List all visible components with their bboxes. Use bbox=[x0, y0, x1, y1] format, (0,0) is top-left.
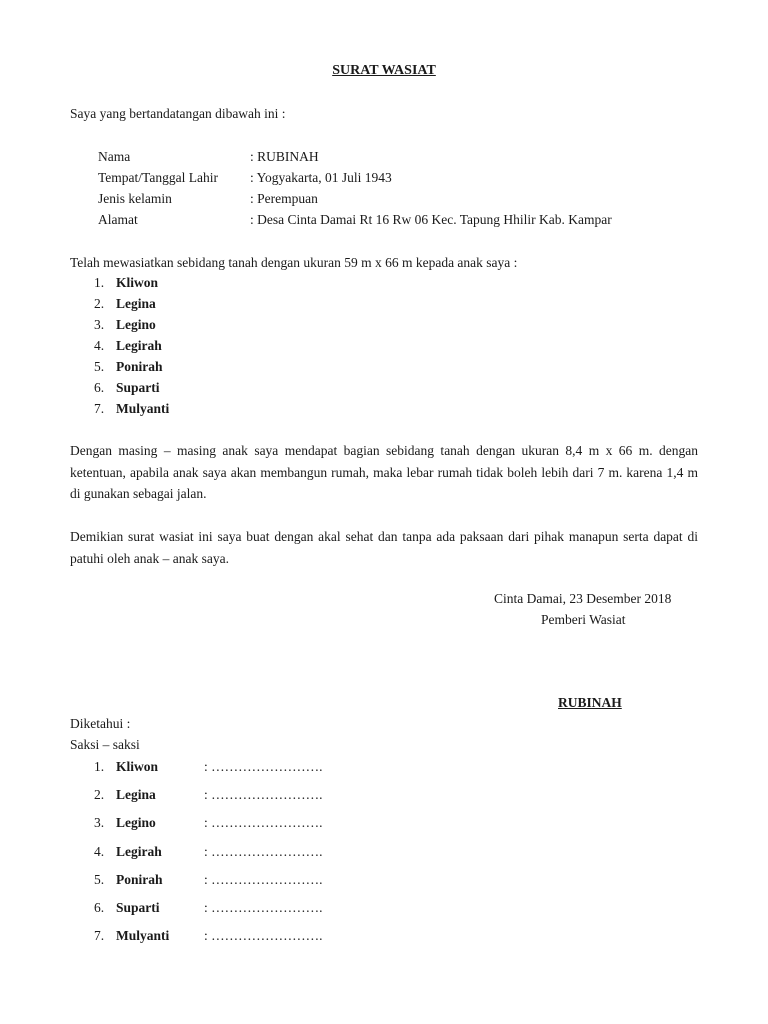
signer-name: RUBINAH bbox=[558, 695, 622, 710]
witness-list bbox=[94, 759, 323, 956]
witness-row bbox=[94, 815, 323, 843]
list-number: 2. bbox=[94, 296, 105, 311]
list-number: 1. bbox=[94, 759, 105, 774]
witness-name: Legina bbox=[116, 787, 156, 803]
terms-paragraph: Dengan masing – masing anak saya mendapat bagian sebidang tanah dengan ukuran 8,4 m x 66 m. dengan ketentuan, apabila anak saya akan membangun rumah, maka lebar rumah tidak boleh lebih dari 7 m. karena 1,4 m di gunakan sebagai jalan. bbox=[70, 443, 698, 501]
heir-name: Mulyanti bbox=[116, 401, 170, 416]
list-number: 5. bbox=[94, 871, 105, 887]
list-number: 6. bbox=[94, 380, 105, 395]
list-number: 5. bbox=[94, 359, 105, 374]
identity-row-birth bbox=[98, 170, 612, 191]
heir-name: Suparti bbox=[116, 380, 160, 395]
list-number: 3. bbox=[94, 815, 105, 831]
known-label: Diketahui : bbox=[70, 716, 131, 731]
signature-line: : ……………………. bbox=[204, 843, 323, 859]
statement-text: Telah mewasiatkan sebidang tanah dengan ukuran 59 m x 66 m kepada anak saya : bbox=[70, 255, 518, 270]
list-number: 1. bbox=[94, 275, 105, 290]
list-item bbox=[94, 317, 169, 338]
signature-line: : ……………………. bbox=[204, 759, 323, 774]
witnesses-label: Saksi – saksi bbox=[70, 737, 140, 752]
identity-label: Nama bbox=[98, 149, 131, 164]
list-number: 7. bbox=[94, 928, 105, 944]
closing-paragraph: Demikian surat wasiat ini saya buat dengan akal sehat dan tanpa ada paksaan dari pihak manapun serta dapat di patuhi oleh anak – anak saya. bbox=[70, 529, 698, 566]
witness-row bbox=[94, 928, 323, 956]
list-number: 4. bbox=[94, 843, 105, 859]
signature-line: : ……………………. bbox=[204, 787, 323, 803]
heir-name: Ponirah bbox=[116, 359, 163, 374]
heir-name: Legirah bbox=[116, 338, 162, 353]
identity-label: Alamat bbox=[98, 212, 138, 227]
list-item bbox=[94, 338, 169, 359]
identity-value: : RUBINAH bbox=[250, 149, 319, 164]
identity-row-address bbox=[98, 212, 612, 233]
identity-label: Tempat/Tanggal Lahir bbox=[98, 170, 218, 185]
witness-row bbox=[94, 900, 323, 928]
list-item bbox=[94, 380, 169, 401]
list-number: 7. bbox=[94, 401, 105, 416]
witness-row bbox=[94, 844, 323, 872]
heirs-list bbox=[94, 275, 169, 422]
identity-table bbox=[98, 149, 612, 233]
identity-label: Jenis kelamin bbox=[98, 191, 172, 206]
witness-row bbox=[94, 759, 323, 787]
document-title: SURAT WASIAT bbox=[332, 63, 436, 78]
witness-name: Legino bbox=[116, 815, 156, 831]
list-number: 4. bbox=[94, 338, 105, 353]
witness-name: Mulyanti bbox=[116, 928, 170, 944]
list-item bbox=[94, 359, 169, 380]
signature-line: : ……………………. bbox=[204, 899, 323, 915]
list-number: 3. bbox=[94, 317, 105, 332]
intro-text: Saya yang bertandatangan dibawah ini : bbox=[70, 106, 286, 121]
heir-name: Kliwon bbox=[116, 275, 159, 290]
witness-row bbox=[94, 872, 323, 900]
witness-name: Kliwon bbox=[116, 759, 159, 774]
witness-name: Legirah bbox=[116, 843, 162, 859]
witness-name: Ponirah bbox=[116, 871, 163, 887]
witness-row bbox=[94, 787, 323, 815]
heir-name: Legino bbox=[116, 317, 156, 332]
list-item bbox=[94, 275, 169, 296]
list-item bbox=[94, 296, 169, 317]
signer-role: Pemberi Wasiat bbox=[541, 612, 626, 627]
identity-row-gender bbox=[98, 191, 612, 212]
identity-row-name bbox=[98, 149, 612, 170]
witness-name: Suparti bbox=[116, 899, 160, 915]
list-item bbox=[94, 401, 169, 422]
identity-value: : Perempuan bbox=[250, 191, 318, 206]
signature-line: : ……………………. bbox=[204, 871, 323, 887]
heir-name: Legina bbox=[116, 296, 156, 311]
signature-line: : ……………………. bbox=[204, 815, 323, 831]
signature-line: : ……………………. bbox=[204, 928, 323, 944]
list-number: 6. bbox=[94, 899, 105, 915]
place-date: Cinta Damai, 23 Desember 2018 bbox=[494, 591, 672, 606]
identity-value: : Yogyakarta, 01 Juli 1943 bbox=[250, 170, 392, 185]
list-number: 2. bbox=[94, 787, 105, 803]
identity-value: : Desa Cinta Damai Rt 16 Rw 06 Kec. Tapung Hhilir Kab. Kampar bbox=[250, 212, 612, 227]
